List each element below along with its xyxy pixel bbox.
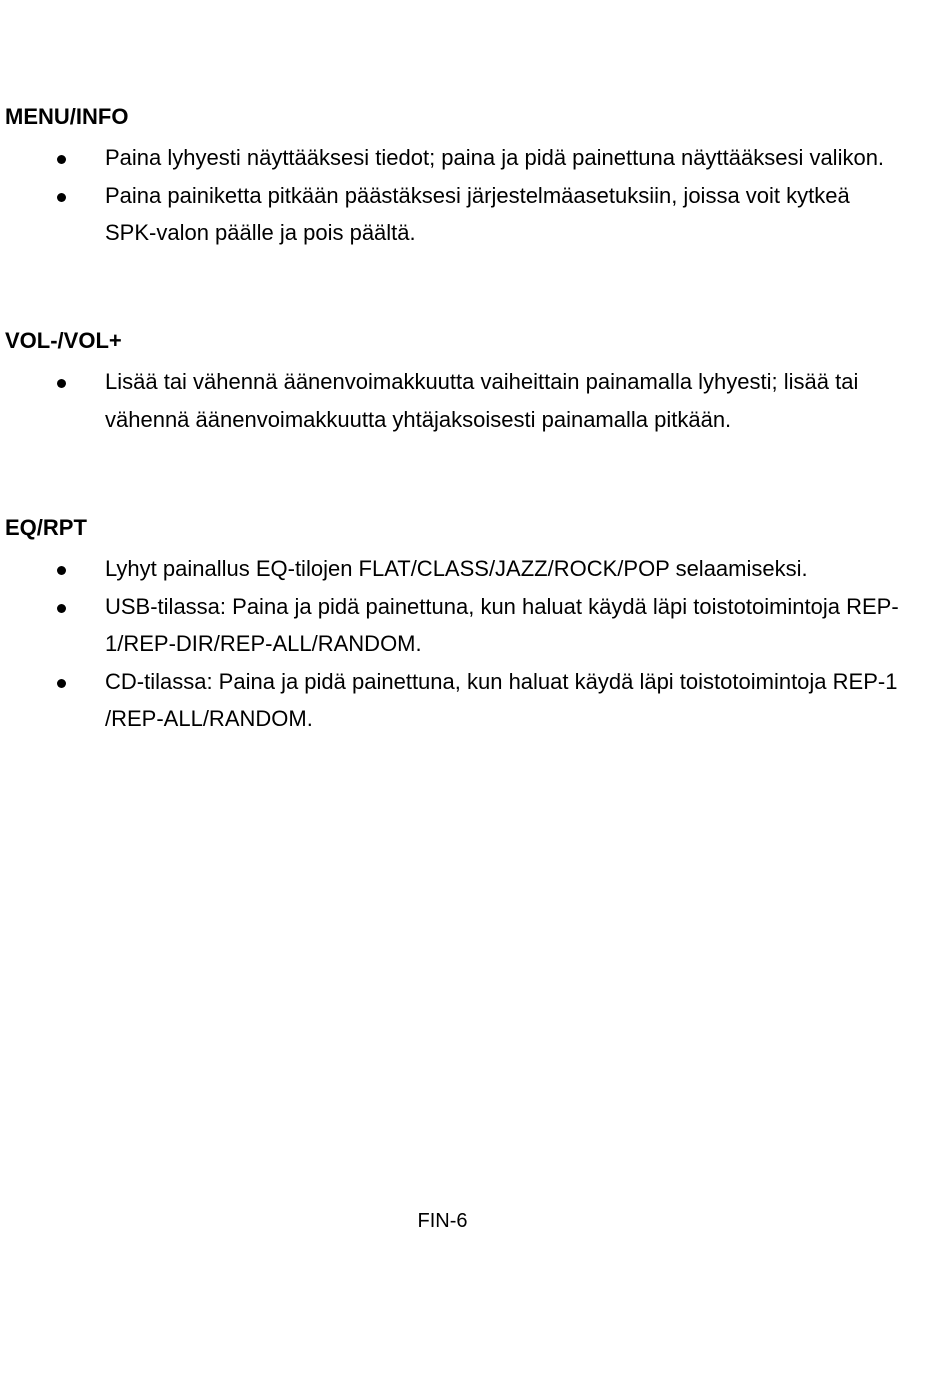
bullet-item [0, 663, 905, 738]
bullet-item [0, 588, 905, 663]
bullet-text: Lisää tai vähennä äänenvoimakkuutta vaiheittain painamalla lyhyesti; lisää tai vähennä äänenvoimakkuutta yhtäjaksoisesti painamalla pitkään. [105, 369, 859, 432]
bullet-dot-icon [57, 155, 66, 164]
bullet-item [0, 139, 905, 177]
bullet-item [0, 177, 905, 252]
bullet-item [0, 550, 905, 588]
bullet-text: USB-tilassa: Paina ja pidä painettuna, kun haluat käydä läpi toistotoimintoja REP-1/REP-DIR/REP-ALL/RANDOM. [105, 593, 899, 656]
section-heading: EQ/RPT [5, 515, 87, 540]
bullet-dot-icon [57, 379, 66, 388]
section-heading: VOL-/VOL+ [5, 328, 122, 353]
bullet-text: Paina lyhyesti näyttääksesi tiedot; paina ja pidä painettuna näyttääksesi valikon. [105, 145, 885, 170]
bullet-dot-icon [57, 193, 66, 202]
section-heading: MENU/INFO [5, 104, 129, 129]
bullet-dot-icon [57, 566, 66, 575]
bullet-list [0, 550, 950, 738]
page-number: FIN-6 [417, 1210, 468, 1232]
bullet-list [0, 363, 950, 438]
bullet-list [0, 139, 950, 252]
bullet-dot-icon [57, 679, 66, 688]
bullet-dot-icon [57, 604, 66, 613]
bullet-text: Lyhyt painallus EQ-tilojen FLAT/CLASS/JAZZ/ROCK/POP selaamiseksi. [105, 556, 808, 581]
bullet-item [0, 363, 905, 438]
bullet-text: Paina painiketta pitkään päästäksesi järjestelmäasetuksiin, joissa voit kytkeä SPK-valon päälle ja pois päältä. [105, 182, 850, 245]
bullet-text: CD-tilassa: Paina ja pidä painettuna, kun haluat käydä läpi toistotoimintoja REP-1 /REP-ALL/RANDOM. [105, 668, 898, 731]
